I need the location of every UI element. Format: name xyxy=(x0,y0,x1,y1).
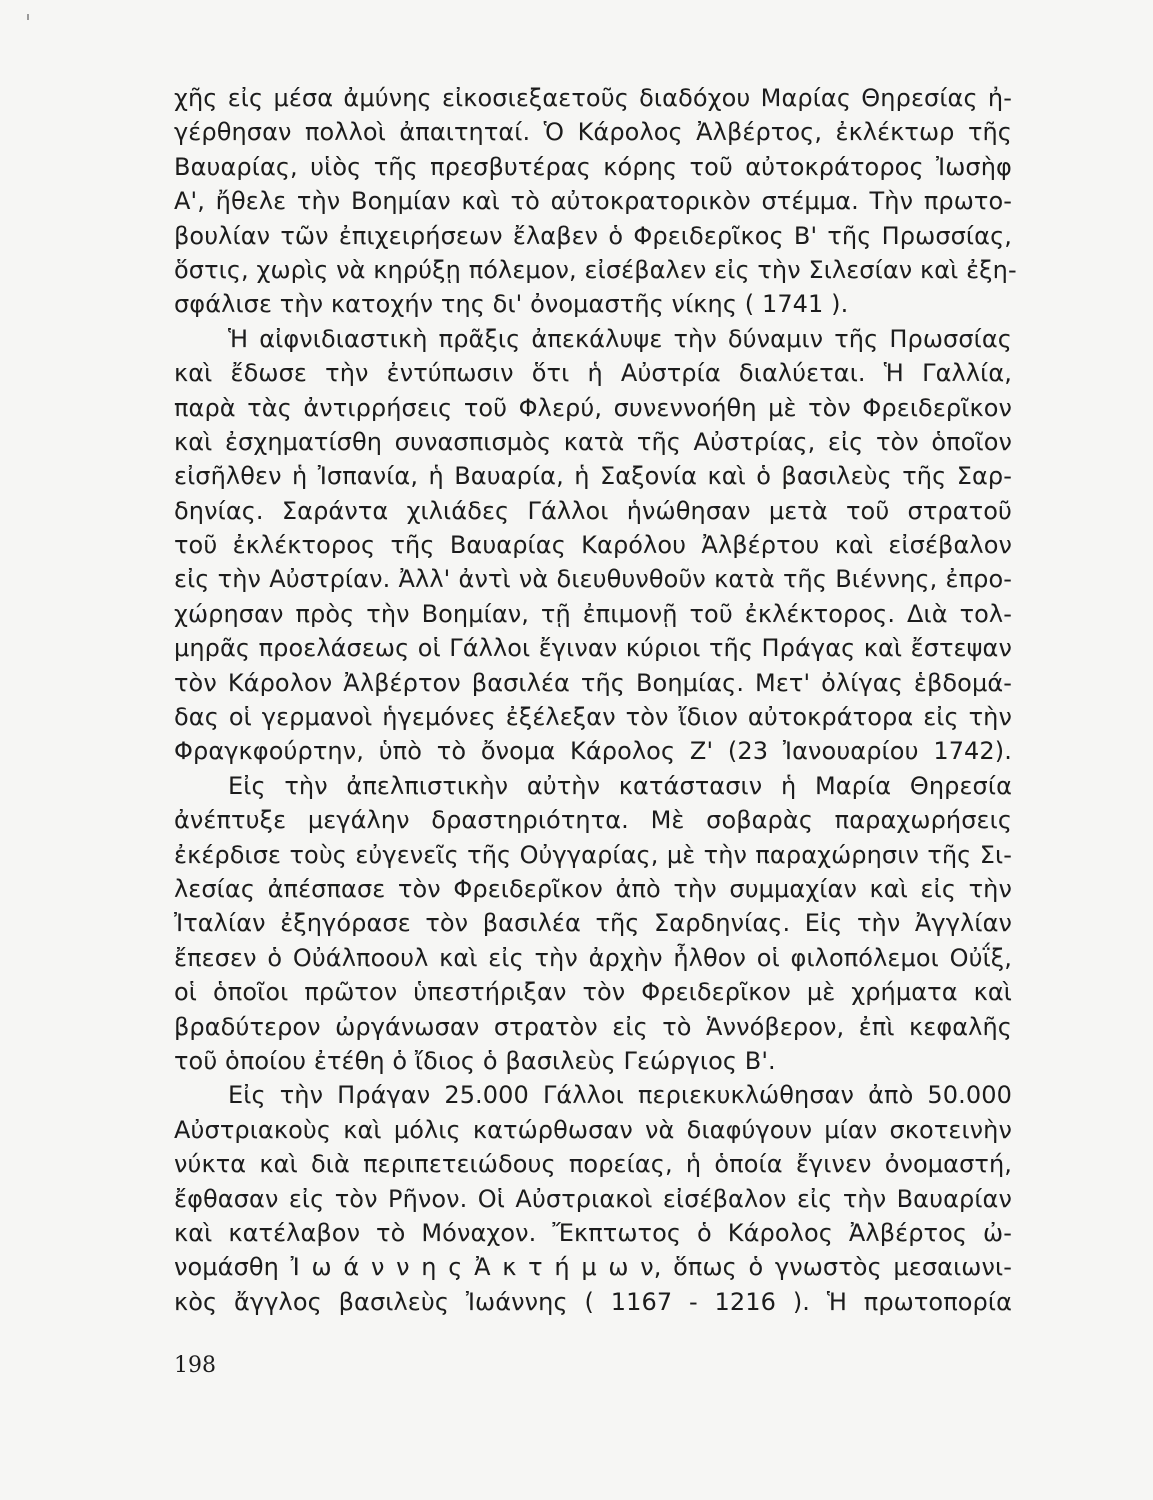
text-line: καὶ ἔδωσε τὴν ἐντύπωσιν ὅτι ἡ Αὐστρία διαλύεται. Ἡ Γαλλία, xyxy=(174,359,1012,388)
text-line: Αὐστριακοὺς καὶ μόλις κατώρθωσαν νὰ διαφύγουν μίαν σκοτεινὴν xyxy=(174,1115,1012,1144)
text-line: ἔπεσεν ὁ Οὐάλποουλ καὶ εἰς τὴν ἀρχὴν ἦλθον οἱ φιλοπόλεμοι Οὐΐξ, xyxy=(174,943,1012,972)
text-line: ἀνέπτυξε μεγάλην δραστηριότητα. Μὲ σοβαρὰς παραχωρήσεις xyxy=(174,806,1012,835)
text-line: τοῦ ἐκλέκτορος τῆς Βαυαρίας Καρόλου Ἀλβέρτου καὶ εἰσέβαλον xyxy=(174,531,1012,560)
text-line: γέρθησαν πολλοὶ ἀπαιτηταί. Ὁ Κάρολος Ἀλβέρτος, ἐκλέκτωρ τῆς xyxy=(174,118,1012,147)
page-number: 198 xyxy=(174,1353,216,1378)
text-line: καὶ ἐσχηματίσθη συνασπισμὸς κατὰ τῆς Αὐστρίας, εἰς τὸν ὁποῖον xyxy=(174,427,1012,456)
text-line: ἔφθασαν εἰς τὸν Ρῆνον. Οἱ Αὐστριακοὶ εἰσέβαλον εἰς τὴν Βαυαρίαν xyxy=(174,1184,1012,1213)
text-line: δας οἱ γερμανοὶ ἡγεμόνες ἐξέλεξαν τὸν ἴδιον αὐτοκράτορα εἰς τὴν xyxy=(174,703,1012,732)
text-line: Α', ἤθελε τὴν Βοημίαν καὶ τὸ αὐτοκρατορικὸν στέμμα. Τὴν πρωτο- xyxy=(174,187,1012,216)
text-line: λεσίας ἀπέσπασε τὸν Φρειδερῖκον ἀπὸ τὴν συμμαχίαν καὶ εἰς τὴν xyxy=(174,874,1012,903)
text-line: δηνίας. Σαράντα χιλιάδες Γάλλοι ἡνώθησαν μετὰ τοῦ στρατοῦ xyxy=(174,496,1012,525)
text-line: παρὰ τὰς ἀντιρρήσεις τοῦ Φλερύ, συνεννοήθη μὲ τὸν Φρειδερῖκον xyxy=(174,393,1012,422)
text-line: Ἡ αἰφνιδιαστικὴ πρᾶξις ἀπεκάλυψε τὴν δύναμιν τῆς Πρωσσίας xyxy=(228,324,1012,353)
text-line: χῆς εἰς μέσα ἀμύνης εἰκοσιεξαετοῦς διαδόχου Μαρίας Θηρεσίας ἠ- xyxy=(174,84,1012,112)
text-line: εἰς τὴν Αὐστρίαν. Ἀλλ' ἀντὶ νὰ διευθυνθοῦν κατὰ τῆς Βιέννης, ἐπρο- xyxy=(174,565,1012,594)
text-line: νομάσθη Ἰ ω ά ν ν η ς Ἀ κ τ ή μ ω ν, ὅπως ὁ γνωστὸς μεσαιωνι- xyxy=(174,1253,1012,1282)
text-line: Βαυαρίας, υἱὸς τῆς πρεσβυτέρας κόρης τοῦ αὐτοκράτορος Ἰωσὴφ xyxy=(174,152,1012,181)
text-line: βραδύτερον ὠργάνωσαν στρατὸν εἰς τὸ Ἁννόβερον, ἐπὶ κεφαλῆς xyxy=(174,1012,1012,1041)
text-line: Εἰς τὴν Πράγαν 25.000 Γάλλοι περιεκυκλώθησαν ἀπὸ 50.000 xyxy=(228,1081,1012,1110)
text-line: σφάλισε τὴν κατοχήν της δι' ὀνομαστῆς νίκης ( 1741 ). xyxy=(174,290,849,319)
text-line: καὶ κατέλαβον τὸ Μόναχον. Ἔκπτωτος ὁ Κάρολος Ἀλβέρτος ὠ- xyxy=(174,1218,1012,1247)
text-line: εἰσῆλθεν ἡ Ἰσπανία, ἡ Βαυαρία, ἡ Σαξονία καὶ ὁ βασιλεὺς τῆς Σαρ- xyxy=(174,462,1012,491)
text-line: Εἰς τὴν ἀπελπιστικὴν αὐτὴν κατάστασιν ἡ Μαρία Θηρεσία xyxy=(228,771,1012,800)
text-line: Ἰταλίαν ἐξηγόρασε τὸν βασιλέα τῆς Σαρδηνίας. Εἰς τὴν Ἀγγλίαν xyxy=(174,909,1012,938)
text-line: κὸς ἄγγλος βασιλεὺς Ἰωάννης ( 1167 - 1216 ). Ἡ πρωτοπορία xyxy=(174,1287,1012,1316)
scan-mark xyxy=(27,14,29,20)
text-line: οἱ ὁποῖοι πρῶτον ὑπεστήριξαν τὸν Φρειδερῖκον μὲ χρήματα καὶ xyxy=(174,978,1012,1007)
text-line: Φραγκφούρτην, ὑπὸ τὸ ὄνομα Κάρολος Ζ' (23 Ἰανουαρίου 1742). xyxy=(174,737,1012,766)
text-line: χώρησαν πρὸς τὴν Βοημίαν, τῇ ἐπιμονῇ τοῦ ἐκλέκτορος. Διὰ τολ- xyxy=(174,599,1012,628)
text-line: τοῦ ὁποίου ἐτέθη ὁ ἴδιος ὁ βασιλεὺς Γεώργιος Β'. xyxy=(174,1046,776,1075)
text-line: τὸν Κάρολον Ἀλβέρτον βασιλέα τῆς Βοημίας. Μετ' ὀλίγας ἑβδομά- xyxy=(174,668,1012,697)
text-line: νύκτα καὶ διὰ περιπετειώδους πορείας, ἡ ὁποία ἔγινεν ὀνομαστή, xyxy=(174,1150,1012,1179)
text-line: μηρᾶς προελάσεως οἱ Γάλλοι ἔγιναν κύριοι τῆς Πράγας καὶ ἔστεψαν xyxy=(174,634,1012,663)
text-line: ἐκέρδισε τοὺς εὐγενεῖς τῆς Οὐγγαρίας, μὲ τὴν παραχώρησιν τῆς Σι- xyxy=(174,840,1012,869)
body-text xyxy=(174,81,1017,1319)
text-line: ὅστις, χωρὶς νὰ κηρύξῃ πόλεμον, εἰσέβαλεν εἰς τὴν Σιλεσίαν καὶ ἐξη- xyxy=(174,255,1017,284)
text-line: βουλίαν τῶν ἐπιχειρήσεων ἔλαβεν ὁ Φρειδερῖκος Β' τῆς Πρωσσίας, xyxy=(174,221,1012,250)
